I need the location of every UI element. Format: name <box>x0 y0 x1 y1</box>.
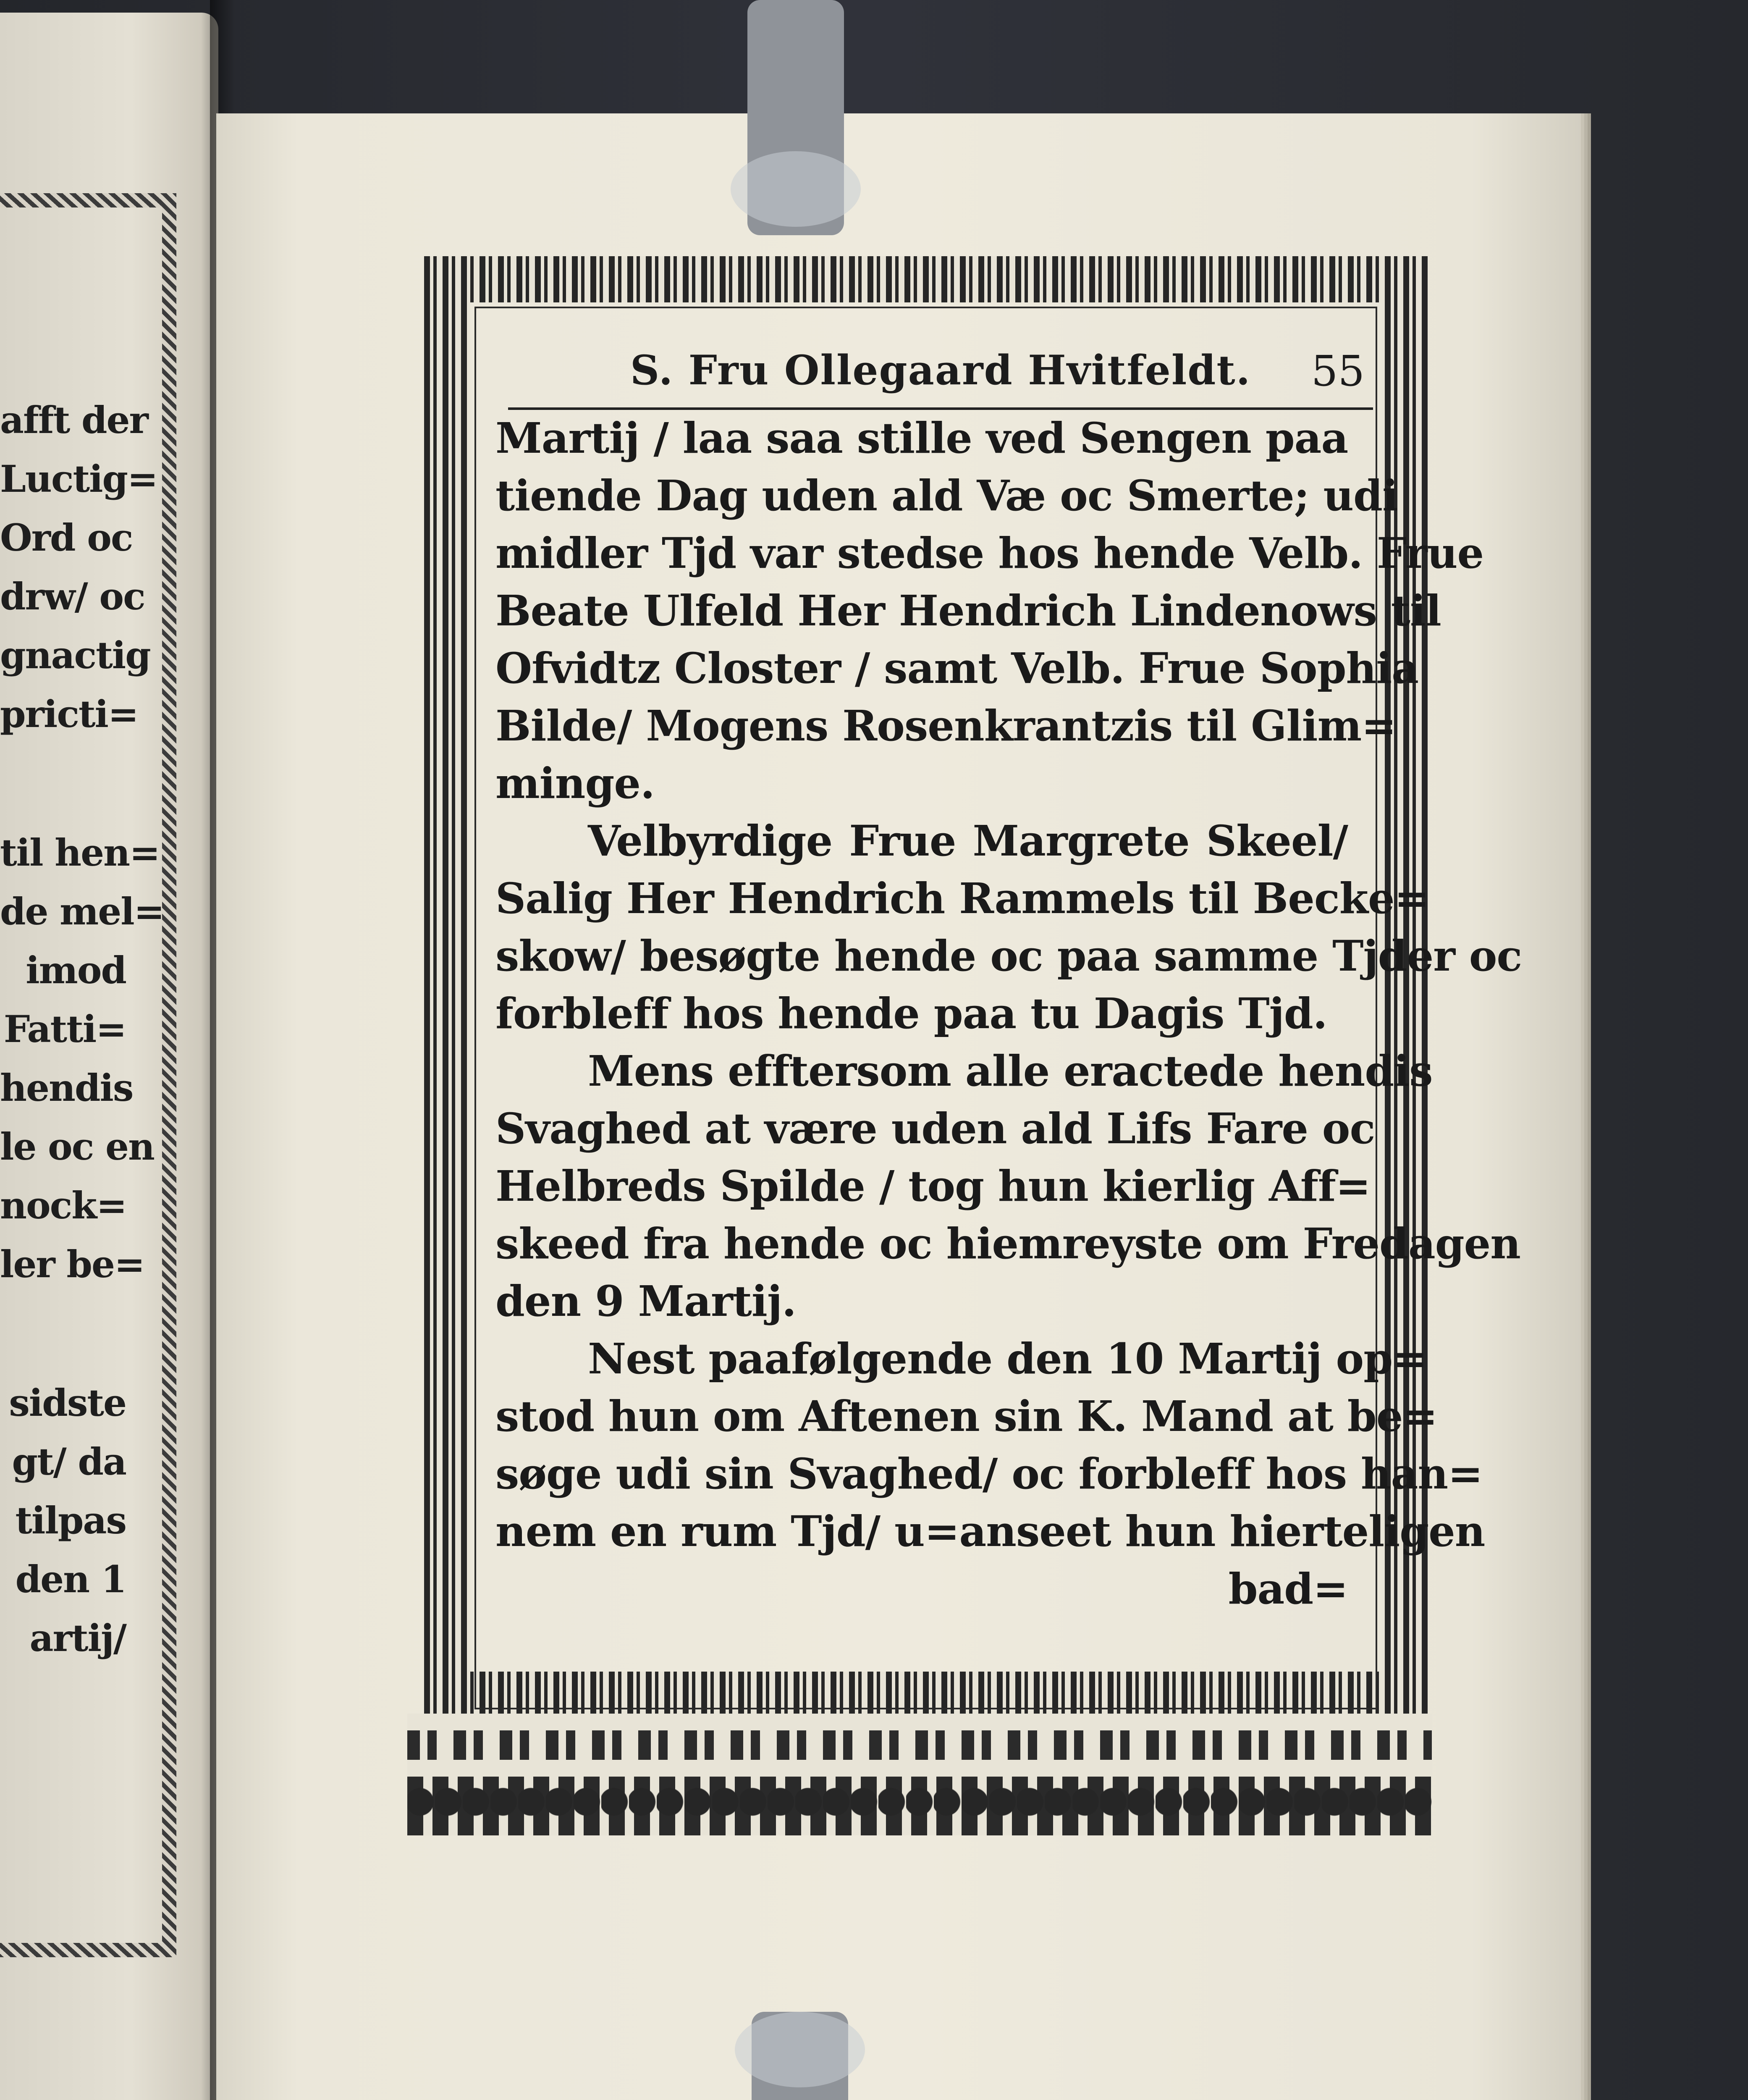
left-line: imod <box>26 948 126 992</box>
left-line: Fatti= <box>3 1007 126 1051</box>
text-line: Bilde/ Mogens Rosenkrantzis til Glim= <box>495 701 1397 751</box>
left-line: Luctig= <box>0 457 157 501</box>
page-number: 55 <box>1311 346 1365 396</box>
text-line: Martij / laa saa stille ved Sengen paa <box>495 413 1348 463</box>
bottom-ornament-row-acorns <box>407 1777 1432 1835</box>
left-line: ler be= <box>0 1242 144 1286</box>
left-line: afft der <box>0 398 148 442</box>
left-line: gnactig <box>0 633 150 677</box>
bottom-book-clip <box>752 2012 848 2100</box>
bottom-ornament-band <box>407 1714 1432 1835</box>
bottom-ornament-row-swirls <box>407 1714 1432 1777</box>
left-page <box>0 13 218 2100</box>
text-line: Beate Ulfeld Her Hendrich Lindenows til <box>495 586 1441 635</box>
left-line: den 1 <box>15 1557 126 1601</box>
text-line: skow/ besøgte hende oc paa samme Tjder oc <box>495 931 1522 981</box>
left-line: nock= <box>0 1184 126 1227</box>
text-line: midler Tjd var stedse hos hende Velb. Frue <box>495 528 1484 578</box>
running-head <box>508 344 1373 410</box>
left-line: de mel= <box>0 890 164 933</box>
text-line: Nest paafølgende den 10 Martij op= <box>588 1334 1427 1383</box>
left-page-text <box>0 391 164 1667</box>
left-line: hendis <box>0 1066 133 1110</box>
text-line: Svaghed at være uden ald Lifs Fare oc <box>495 1104 1375 1153</box>
left-line: gt/ da <box>12 1440 126 1483</box>
text-line: forbleff hos hende paa tu Dagis Tjd. <box>495 989 1327 1038</box>
left-line: le oc en <box>0 1125 154 1168</box>
text-line: tiende Dag uden ald Væ oc Smerte; udi <box>495 471 1398 520</box>
text-line: Helbreds Spilde / tog hun kierlig Aff= <box>495 1161 1371 1211</box>
left-line: artij/ <box>29 1616 126 1660</box>
left-line: pricti= <box>0 692 138 736</box>
text-line: Salig Her Hendrich Rammels til Becke= <box>495 874 1429 923</box>
text-line: den 9 Martij. <box>495 1276 796 1326</box>
left-line: til hen= <box>0 831 160 874</box>
left-line: Ord oc <box>0 516 133 559</box>
text-line: stod hun om Aftenen sin K. Mand at be= <box>495 1391 1438 1441</box>
left-line: tilpas <box>15 1499 126 1542</box>
text-line: Velbyrdige Frue Margrete Skeel/ <box>588 816 1348 866</box>
catchword: bad= <box>1228 1564 1348 1614</box>
left-line: sidste <box>9 1381 126 1425</box>
text-line: søge udi sin Svaghed/ oc forbleff hos han= <box>495 1449 1483 1499</box>
left-line: drw/ oc <box>0 575 145 618</box>
running-head-title: S. Fru Ollegaard Hvitfeldt. <box>630 346 1251 394</box>
text-line: skeed fra hende oc hiemreyste om Fredagen <box>495 1219 1520 1268</box>
text-line: Ofvidtz Closter / samt Velb. Frue Sophia <box>495 643 1419 693</box>
text-line: nem en rum Tjd/ u=anseet hun hierteligen <box>495 1507 1485 1556</box>
body-text <box>495 410 1522 1618</box>
text-line: minge. <box>495 759 655 808</box>
text-line: Mens efftersom alle eractede hendis <box>588 1046 1433 1096</box>
top-book-clip <box>747 0 844 235</box>
